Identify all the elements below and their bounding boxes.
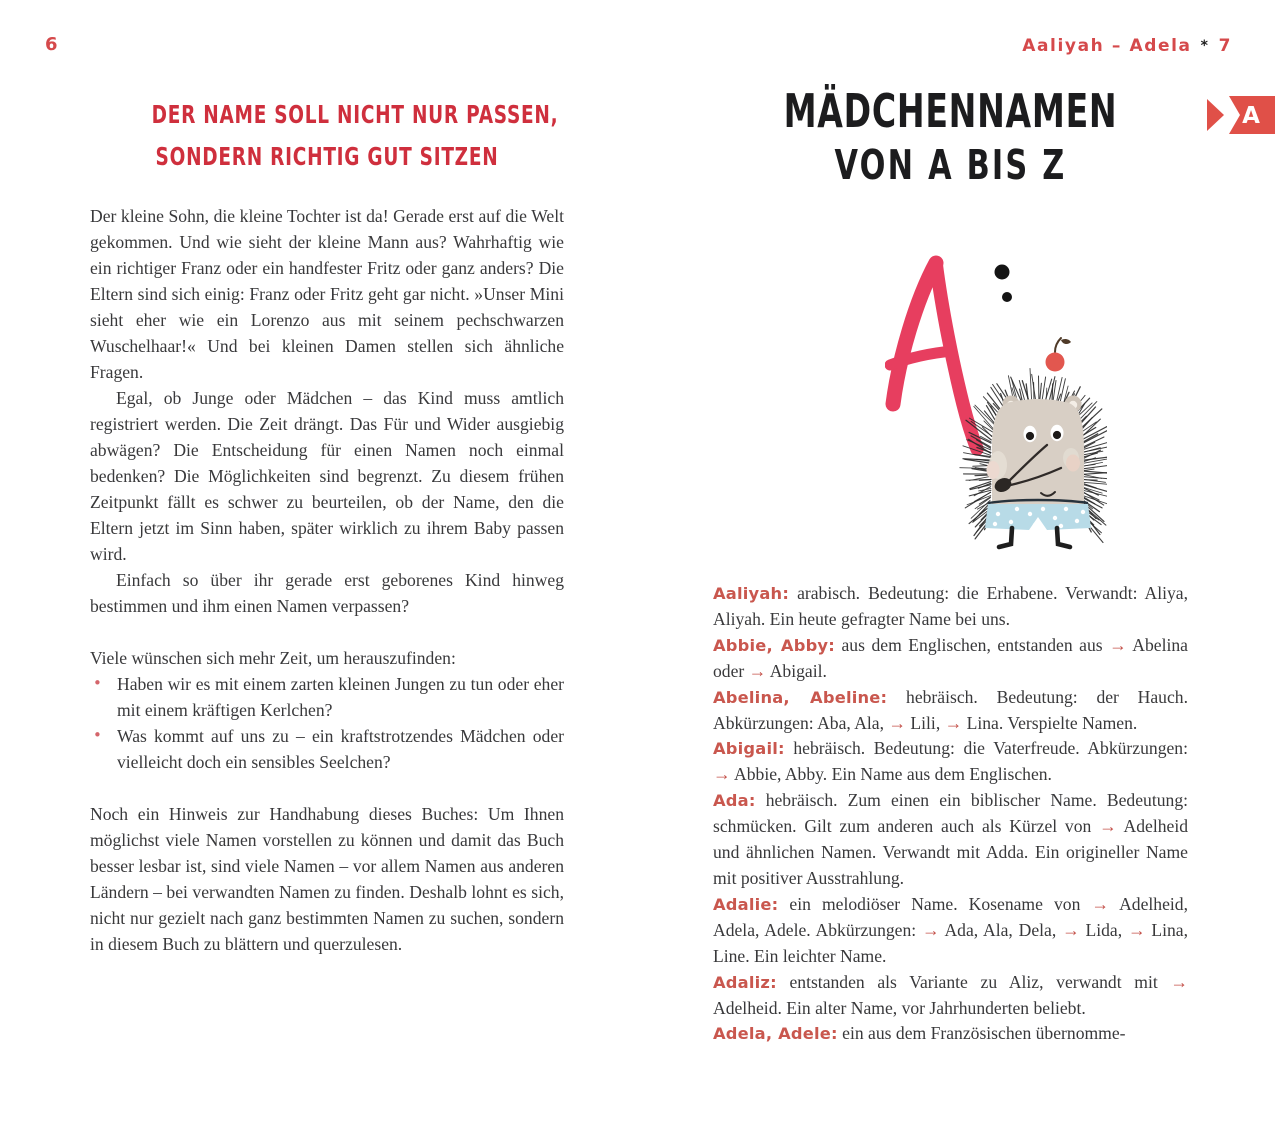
alphabet-tab-ribbon — [1205, 95, 1275, 135]
hedgehog-illustration — [885, 252, 1107, 554]
cross-reference-arrow-icon: → — [888, 712, 907, 733]
entry-name: Aaliyah: — [713, 584, 790, 603]
cross-reference-arrow-icon: → — [1170, 971, 1188, 992]
heading-line-2: SONDERN RICHTIG GUT SITZEN — [155, 142, 499, 171]
blush-left — [987, 461, 1000, 479]
entry-name: Abigail: — [713, 739, 785, 759]
polka-dot-shorts — [985, 500, 1091, 530]
name-dictionary — [713, 581, 1188, 1047]
entry-name: Adaliz: — [713, 972, 777, 992]
bullet-item: • Haben wir es mit einem zarten kleinen Jungen zu tun oder eher mit einem kräftigen Kerlchen? — [90, 671, 564, 723]
cross-reference-arrow-icon: → — [713, 764, 731, 785]
name-entry: Abelina, Abeline: hebräisch. Bedeutung: der Hauch. Abkürzungen: Aba, Ala, → Lili, → Lina. Verspielte Namen. — [713, 686, 1188, 733]
cross-reference-arrow-icon: → — [1062, 919, 1080, 940]
ink-dots-icon — [995, 265, 1013, 303]
heading-line-1: DER NAME SOLL NICHT NUR PASSEN, — [151, 100, 559, 129]
asterisk-separator-icon: * — [1200, 38, 1210, 54]
body-paragraph: Der kleine Sohn, die kleine Tochter ist da! Gerade erst auf die Welt gekommen. Und wie sieht der kleine Mann aus? Wahrhaftig wie ein richtiger Franz oder ein handfester Fritz oder ganz anders? Die Eltern sind sich einig: Franz oder Fritz geht gar nicht. »Unser Mini sieht eher wie ein Lorenzo aus mit seinem pechschwarzen Wuschelhaar!« Und bei kleinen Damen stellen sich ähnliche Fragen. — [90, 206, 564, 382]
left-page-body — [90, 203, 564, 957]
entry-name: Adela, Adele: — [713, 1024, 838, 1044]
entry-name: Adalie: — [713, 894, 779, 914]
cross-reference-arrow-icon: → — [1109, 634, 1127, 655]
running-head — [1022, 36, 1232, 56]
entry-name: Ada: — [713, 791, 756, 811]
page-number-left: 6 — [45, 34, 59, 55]
title-line-1: MÄDCHENNAMEN — [783, 84, 1118, 138]
name-entry: Adaliz: entstanden als Variante zu Aliz, verwandt mit → Adelheid. Ein alter Name, vor Jahrhunderten beliebt. — [713, 971, 1188, 1018]
body-paragraph: Einfach so über ihr gerade erst geborenes Kind hinweg bestimmen und ihm einen Namen verpassen? — [90, 570, 564, 616]
question-bullet-list — [90, 671, 564, 775]
page-number-right: 7 — [1218, 36, 1232, 56]
name-entry: Ada: hebräisch. Zum einen ein biblischer Name. Bedeutung: schmücken. Gilt zum anderen auch als Kürzel von → Adelheid und ähnlichen Namen. Verwandt mit Adda. Ein origineller Name mit positiver Ausstrahlung. — [713, 790, 1189, 888]
ribbon-fold-icon — [1207, 99, 1224, 131]
tab-letter: A — [1242, 103, 1260, 129]
cross-reference-arrow-icon: → — [922, 919, 940, 940]
body-paragraph: Egal, ob Junge oder Mädchen – das Kind muss amtlich registriert werden. Die Zeit drängt. Das Für und Wider ausgiebig abwägen? Die Entscheidung für einen Namen noch einmal bedenken? Die Möglichkeiten sind begrenzt. Zu diesem frühen Zeitpunkt fällt es schwer zu beurteilen, ob der Name, den die Eltern jetzt im Sinn haben, später wirklich zu ihrem Baby passen wird. — [90, 388, 564, 564]
name-entry: Adalie: ein melodiöser Name. Kosename von → Adelheid, Adela, Adele. Abkürzungen: → Ada, Ala, Dela, → Lida, → Lina, Line. Ein leichter Name. — [713, 893, 1189, 966]
title-line-2: VON A BIS Z — [834, 141, 1067, 189]
name-entry: Aaliyah: arabisch. Bedeutung: die Erhabene. Verwandt: Aliya, Aliyah. Ein heute gefragter Name bei uns. — [713, 583, 1188, 629]
big-letter-a — [890, 263, 977, 449]
cross-reference-arrow-icon: → — [944, 712, 963, 733]
bullet-item: • Was kommt auf uns zu – ein kraftstrotzendes Mädchen oder vielleicht doch ein sensibles Seelchen? — [90, 723, 564, 775]
hedgehog-legs — [999, 528, 1070, 547]
running-head-range: Aaliyah – Adela — [1022, 36, 1192, 56]
bullet-dot-icon: • — [93, 674, 102, 692]
name-entry: Adela, Adele: ein aus dem Französischen übernomme- — [713, 1023, 1126, 1044]
name-entry: Abigail: hebräisch. Bedeutung: die Vaterfreude. Abkürzungen: → Abbie, Abby. Ein Name aus dem Englischen. — [713, 738, 1188, 785]
cross-reference-arrow-icon: → — [1099, 816, 1117, 837]
cross-reference-arrow-icon: → — [748, 660, 767, 681]
entry-name: Abbie, Abby: — [713, 635, 835, 655]
blush-right — [1066, 455, 1080, 472]
left-page-heading — [90, 94, 564, 178]
bullet-dot-icon: • — [93, 726, 102, 744]
apple-icon — [1046, 338, 1072, 372]
closing-paragraph: Noch ein Hinweis zur Handhabung dieses Buches: Um Ihnen möglichst viele Namen vorstellen zu können und damit das Buch besser lesbar ist, sind viele Namen – vor allem Namen aus anderen Ländern – bei verwandten Namen zu finden. Deshalb lohnt es sich, nicht nur gezielt nach ganz bestimmten Namen zu suchen, sondern in diesem Buch zu blättern und querzulesen. — [90, 804, 564, 954]
cross-reference-arrow-icon: → — [1091, 893, 1110, 914]
intro-paragraphs — [90, 203, 564, 619]
list-intro: Viele wünschen sich mehr Zeit, um herauszufinden: — [90, 648, 456, 668]
entry-name: Abelina, Abeline: — [713, 687, 888, 707]
name-entry: Abbie, Abby: aus dem Englischen, entstanden aus → Abelina oder → Abigail. — [713, 634, 1188, 681]
cross-reference-arrow-icon: → — [1127, 919, 1146, 940]
chapter-title — [713, 82, 1188, 190]
